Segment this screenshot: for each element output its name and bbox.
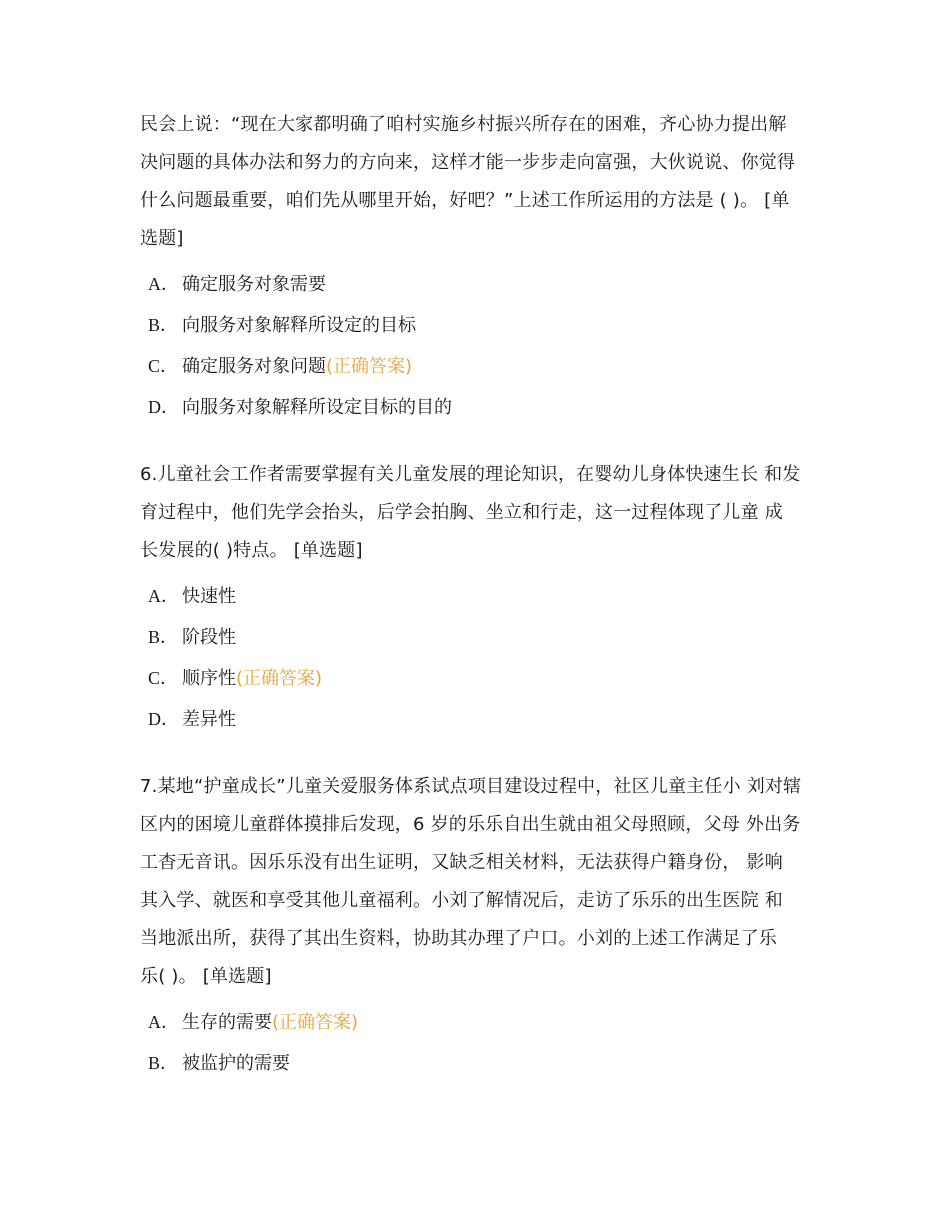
- question-stem: [140, 456, 816, 570]
- option-letter: B．: [148, 627, 179, 647]
- option-text: 确定服务对象需要: [182, 274, 326, 295]
- option-text: 确定服务对象问题: [182, 356, 326, 377]
- option-text: 差异性: [182, 709, 236, 730]
- option-letter: C．: [148, 356, 179, 376]
- stem-line: 什么问题最重要，咱们先从哪里开始，好吧？”上述工作所运用的方法是 ( )。 [单: [140, 190, 790, 211]
- stem-line: 乐( )。 [单选题]: [140, 966, 272, 987]
- correct-answer-tag: (正确答案): [272, 1012, 359, 1033]
- option-b: [140, 1043, 816, 1084]
- option-text: 快速性: [182, 586, 236, 607]
- option-a: [140, 264, 816, 305]
- option-letter: A．: [148, 274, 179, 294]
- option-list: [140, 1002, 816, 1084]
- question-7: [140, 768, 816, 1084]
- option-letter: B．: [148, 1053, 179, 1073]
- question-5: [140, 106, 816, 428]
- option-text: 向服务对象解释所设定目标的目的: [182, 397, 452, 418]
- question-stem: [140, 768, 816, 996]
- question-6: [140, 456, 816, 740]
- stem-line: 区内的困境儿童群体摸排后发现，6 岁的乐乐自出生就由祖父母照顾，父母 外出务: [140, 814, 801, 835]
- option-a: [140, 1002, 816, 1043]
- option-text: 阶段性: [182, 627, 236, 648]
- option-letter: A．: [148, 586, 179, 606]
- option-d: [140, 699, 816, 740]
- stem-line: 6.儿童社会工作者需要掌握有关儿童发展的理论知识，在婴幼儿身体快速生长 和发: [140, 464, 801, 485]
- option-letter: C．: [148, 668, 179, 688]
- option-d: [140, 387, 816, 428]
- option-letter: D．: [148, 709, 179, 729]
- stem-line: 工杳无音讯。因乐乐没有出生证明，又缺乏相关材料，无法获得户籍身份， 影响: [140, 852, 783, 873]
- stem-line: 长发展的( )特点。 [单选题]: [140, 540, 363, 561]
- option-letter: B．: [148, 315, 179, 335]
- option-text: 向服务对象解释所设定的目标: [182, 315, 416, 336]
- option-letter: D．: [148, 397, 179, 417]
- option-text: 顺序性: [182, 668, 236, 689]
- stem-line: 决问题的具体办法和努力的方向来，这样才能一步步走向富强，大伙说说、你觉得: [140, 152, 796, 173]
- exam-document: [140, 106, 816, 1112]
- stem-line: 7.某地“护童成长”儿童关爱服务体系试点项目建设过程中，社区儿童主任小 刘对辖: [140, 776, 802, 797]
- stem-line: 育过程中，他们先学会抬头，后学会拍胸、坐立和行走，这一过程体现了儿童 成: [140, 502, 783, 523]
- option-list: [140, 576, 816, 740]
- option-text: 被监护的需要: [182, 1053, 290, 1074]
- option-text: 生存的需要: [182, 1012, 272, 1033]
- stem-line: 选题]: [140, 228, 184, 249]
- option-b: [140, 617, 816, 658]
- stem-line: 其入学、就医和享受其他儿童福利。小刘了解情况后，走访了乐乐的出生医院 和: [140, 890, 783, 911]
- option-list: [140, 264, 816, 428]
- option-letter: A．: [148, 1012, 179, 1032]
- stem-line: 民会上说：“现在大家都明确了咱村实施乡村振兴所存在的困难，齐心协力提出解: [140, 114, 787, 135]
- question-stem: [140, 106, 816, 258]
- option-c: [140, 346, 816, 387]
- option-b: [140, 305, 816, 346]
- correct-answer-tag: (正确答案): [326, 356, 413, 377]
- correct-answer-tag: (正确答案): [236, 668, 323, 689]
- option-a: [140, 576, 816, 617]
- stem-line: 当地派出所，获得了其出生资料，协助其办理了户口。小刘的上述工作满足了乐: [140, 928, 777, 949]
- option-c: [140, 658, 816, 699]
